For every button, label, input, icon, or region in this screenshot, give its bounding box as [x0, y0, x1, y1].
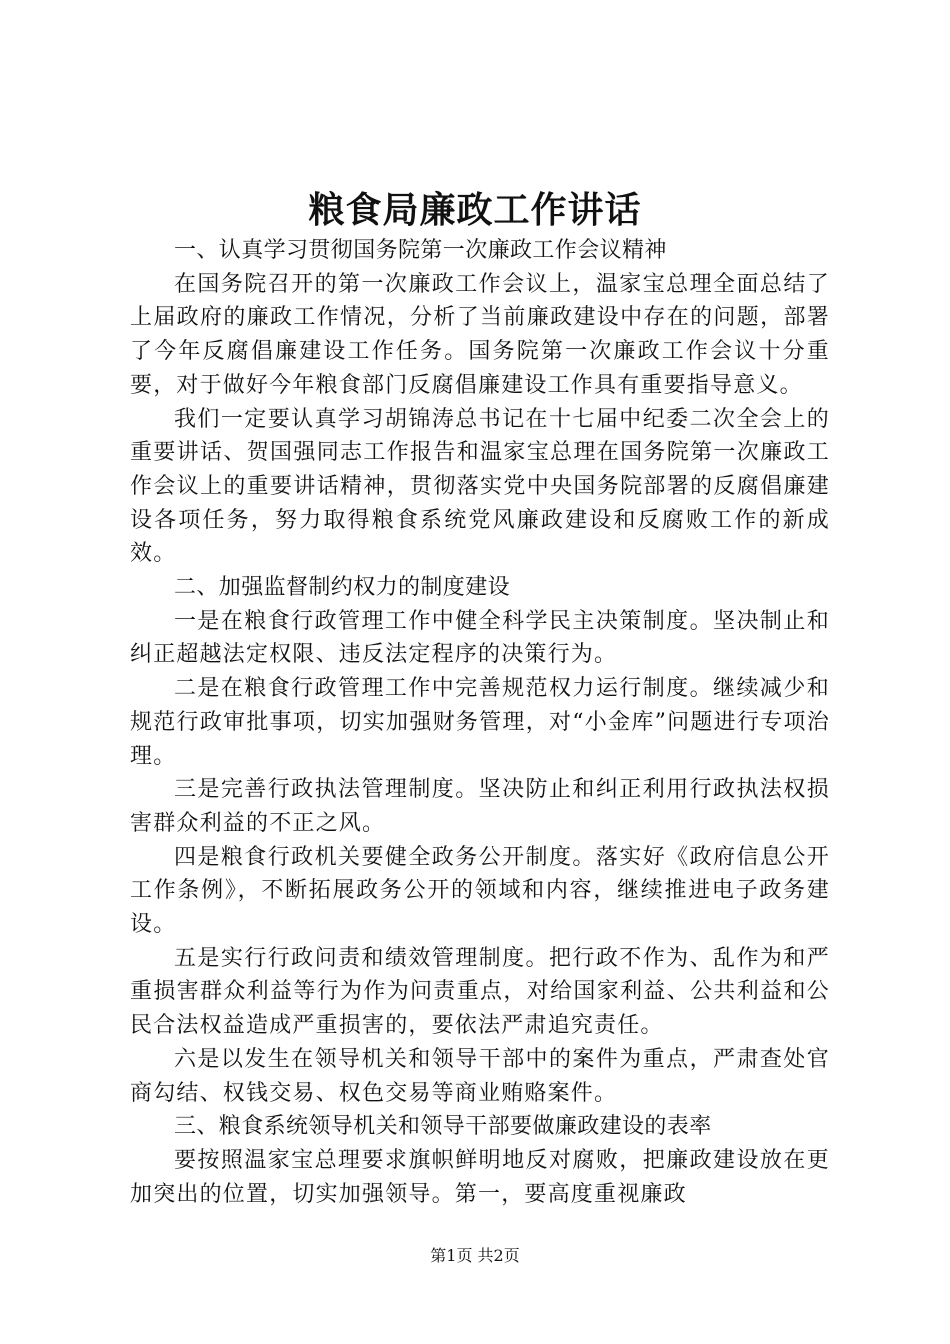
document-title: 粮食局廉政工作讲话 — [308, 189, 642, 231]
paragraph: 六是以发生在领导机关和领导干部中的案件为重点，严肃查处官商勾结、权钱交易、权色交易等商业贿赂案件。 — [130, 1046, 830, 1106]
section-heading-1: 一、认真学习贯彻国务院第一次廉政工作会议精神 — [174, 238, 667, 263]
page-footer — [0, 1245, 950, 1267]
paragraph: 二是在粮食行政管理工作中完善规范权力运行制度。继续减少和规范行政审批事项，切实加强财务管理，对“小金库”问题进行专项治理。 — [130, 676, 830, 769]
paragraph: 我们一定要认真学习胡锦涛总书记在十七届中纪委二次全会上的重要讲话、贺国强同志工作报告和温家宝总理在国务院第一次廉政工作会议上的重要讲话精神，贯彻落实党中央国务院部署的反腐倡廉建设各项任务，努力取得粮食系统党风廉政建设和反腐败工作的新成效。 — [130, 406, 830, 567]
section-heading-2: 二、加强监督制约权力的制度建设 — [174, 575, 511, 601]
page-indicator: 第1页 共2页 — [430, 1246, 520, 1265]
paragraph: 在国务院召开的第一次廉政工作会议上，温家宝总理全面总结了上届政府的廉政工作情况，分析了当前廉政建设中存在的问题，部署了今年反腐倡廉建设工作任务。国务院第一次廉政工作会议十分重要，对于做好今年粮食部门反腐倡廉建设工作具有重要指导意义。 — [130, 271, 830, 398]
paragraph: 五是实行行政问责和绩效管理制度。把行政不作为、乱作为和严重损害群众利益等行为作为问责重点，对给国家利益、公共利益和公民合法权益造成严重损害的，要依法严肃追究责任。 — [130, 945, 830, 1039]
paragraph: 三是完善行政执法管理制度。坚决防止和纠正利用行政执法权损害群众利益的不正之风。 — [130, 777, 830, 836]
paragraph: 一是在粮食行政管理工作中健全科学民主决策制度。坚决制止和纠正超越法定权限、违反法定程序的决策行为。 — [130, 608, 830, 668]
section-heading-3: 三、粮食系统领导机关和领导干部要做廉政建设的表率 — [174, 1114, 712, 1140]
paragraph: 四是粮食行政机关要健全政务公开制度。落实好《政府信息公开工作条例》，不断拓展政务公开的领域和内容，继续推进电子政务建设。 — [130, 844, 830, 938]
paragraph: 要按照温家宝总理要求旗帜鲜明地反对腐败，把廉政建设放在更加突出的位置，切实加强领导。第一，要高度重视廉政 — [130, 1147, 830, 1207]
document-body — [130, 234, 830, 1211]
